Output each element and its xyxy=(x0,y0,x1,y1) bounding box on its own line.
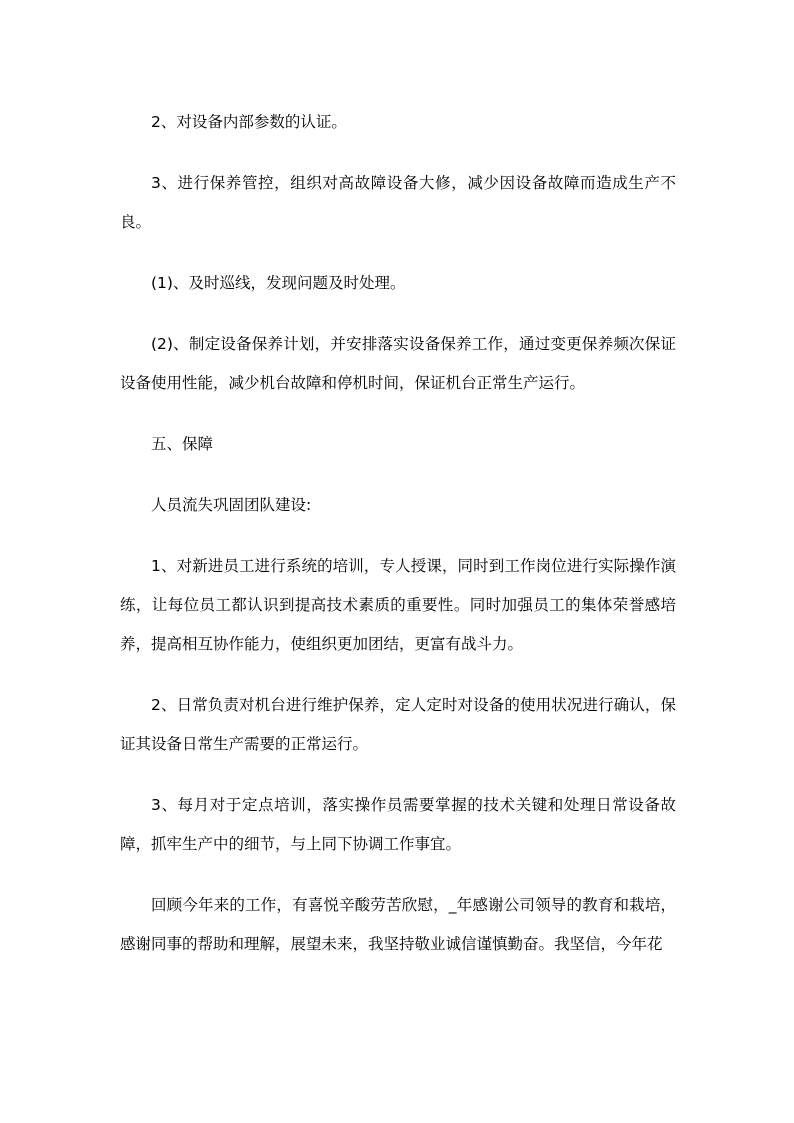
paragraph-team-building-intro: 人员流失巩固团队建设: xyxy=(151,496,312,514)
paragraph-maintenance-plan: (2)、制定设备保养计划，并安排落实设备保养工作，通过变更保养频次保证设备使用性能，减少机台故障和停机时间，保证机台正常生产运行。 xyxy=(120,335,676,392)
section-heading-guarantee: 五、保障 xyxy=(151,435,214,453)
paragraph-maintenance-control: 3、进行保养管控，组织对高故障设备大修，减少因设备故障而造成生产不良。 xyxy=(120,174,676,231)
paragraph-equipment-parameter-certification: 2、对设备内部参数的认证。 xyxy=(151,113,347,131)
paragraph-line-inspection: (1)、及时巡线，发现问题及时处理。 xyxy=(151,274,406,292)
paragraph-new-staff-training: 1、对新进员工进行系统的培训，专人授课，同时到工作岗位进行实际操作演练，让每位员工都认识到提高技术素质的重要性。同时加强员工的集体荣誉感培养，提高相互协作能力，使组织更加团结，更富有战斗力。 xyxy=(120,557,676,653)
document-body xyxy=(120,103,676,964)
paragraph-year-review: 回顾今年来的工作，有喜悦辛酸劳苦欣慰，_年感谢公司领导的教育和栽培，感谢同事的帮助和理解，展望未来，我坚持敬业诚信谨慎勤奋。我坚信，今年花 xyxy=(120,896,676,953)
paragraph-daily-maintenance: 2、日常负责对机台进行维护保养，定人定时对设备的使用状况进行确认，保证其设备日常生产需要的正常运行。 xyxy=(120,696,676,753)
paragraph-monthly-training: 3、每月对于定点培训，落实操作员需要掌握的技术关键和处理日常设备故障，抓牢生产中的细节，与上同下协调工作事宜。 xyxy=(120,796,676,853)
